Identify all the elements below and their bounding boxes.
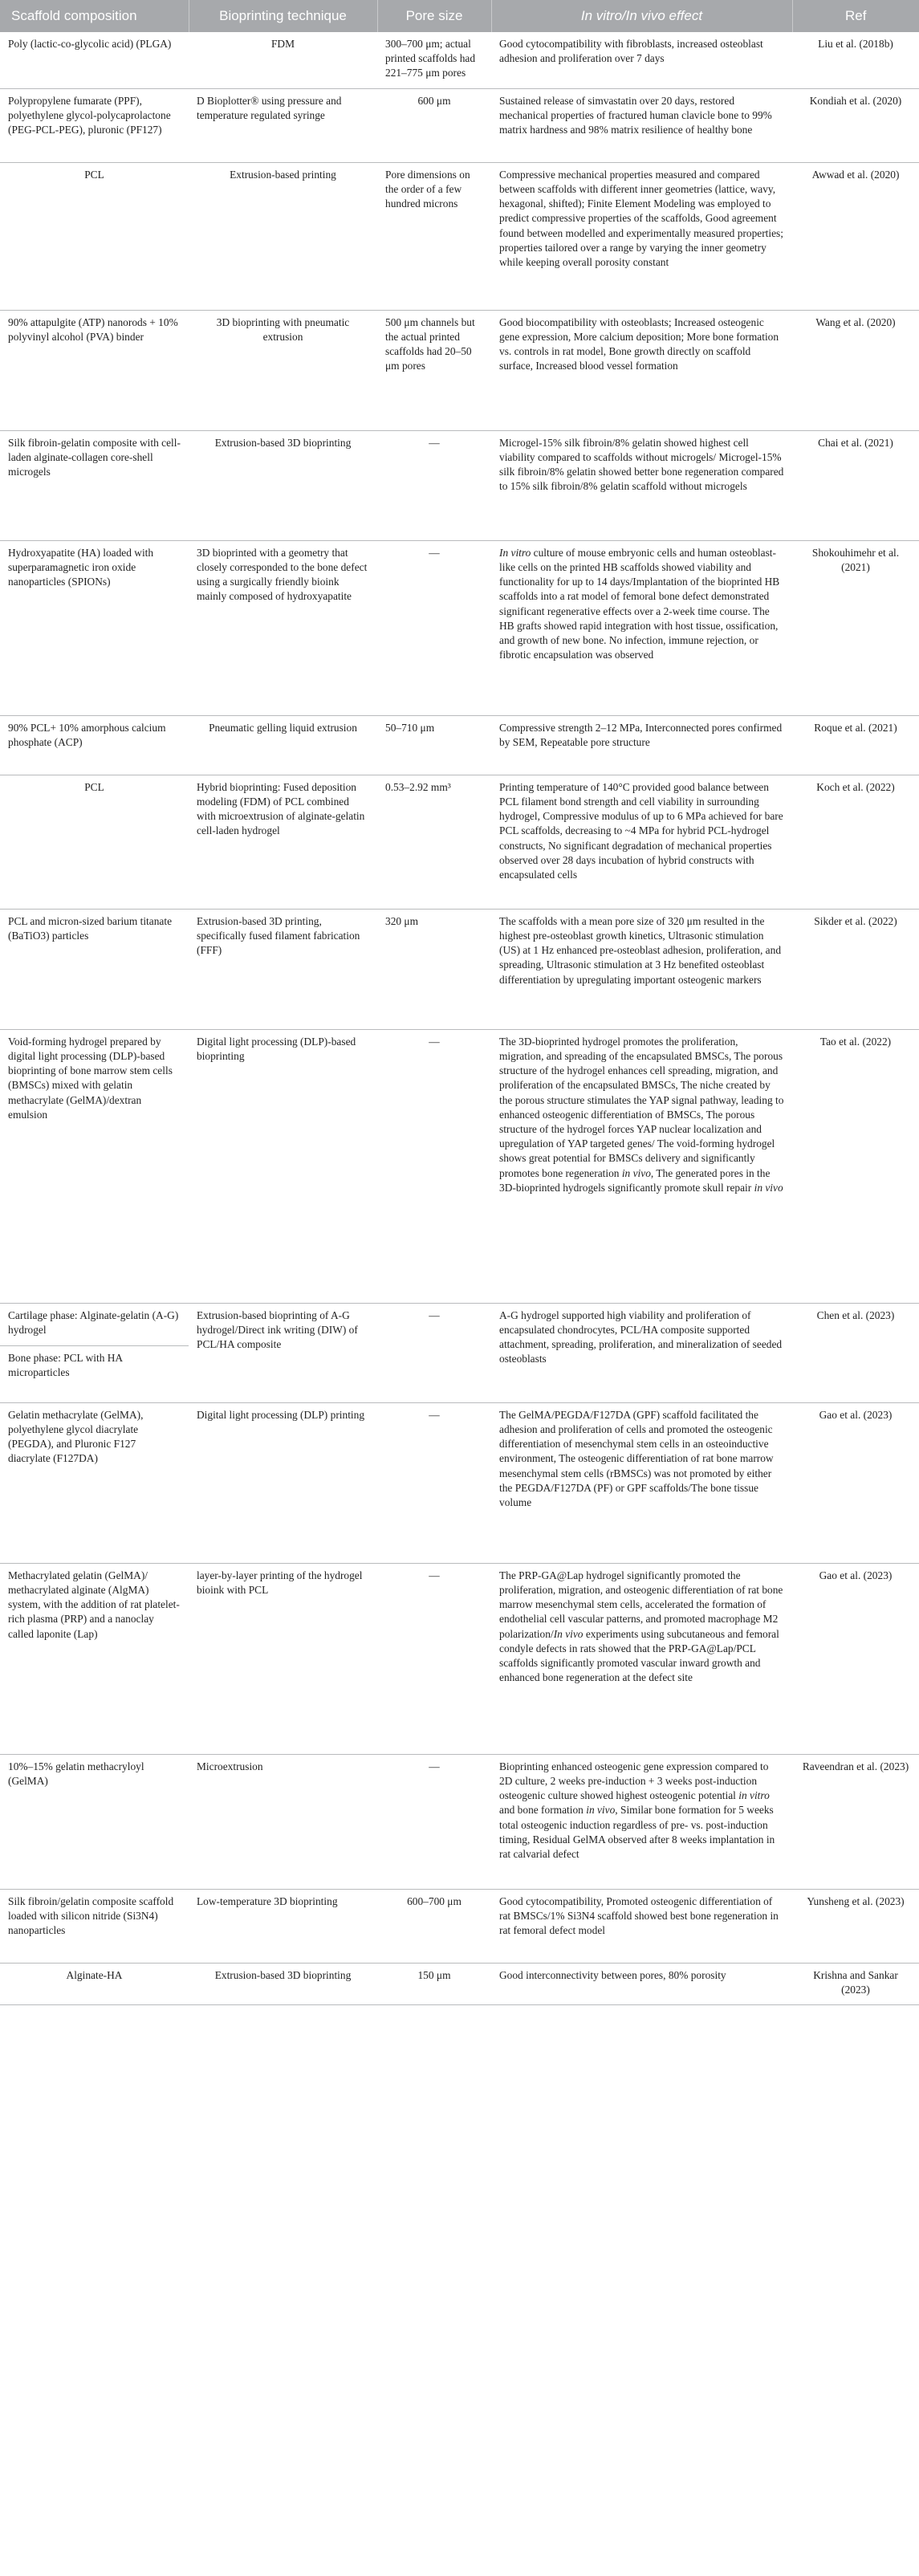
cell-technique: Microextrusion [189,1754,377,1889]
cell-pore: — [377,1303,491,1402]
cell-technique: Digital light processing (DLP)-based bioprinting [189,1029,377,1303]
table-row [0,310,919,430]
cell-effect: The PRP-GA@Lap hydrogel significantly promoted the proliferation, migration, and osteogenic differentiation of rat bone marrow mesenchymal stem cells, accelerated the formation of endothelial cell vascular patterns, and promoted macrophage M2 polarization/In vivo experiments using subcutaneous and femoral condyle defects in rats showed that the PRP-GA@Lap/PCL scaffolds significantly promoted vascular inward growth and enhanced bone regeneration at the defect site [491,1563,792,1754]
cell-effect: Sustained release of simvastatin over 20 days, restored mechanical properties of fractured human clavicle bone to 99% matrix hardness and 98% matrix resilience of healthy bone [491,88,792,162]
cell-effect: Printing temperature of 140°C provided good balance between PCL filament bond strength and cell viability in surrounding hydrogel, Compressive modulus of up to 6 MPa achieved for bare PCL scaffolds, decreasing to ~4 MPa for hybrid PCL-hydrogel constructs, No significant degradation of mechanical properties observed over 28 days incubation of hybrid constructs with encapsulated cells [491,775,792,909]
cell-technique: Pneumatic gelling liquid extrusion [189,715,377,775]
cell-effect: Good cytocompatibility, Promoted osteogenic differentiation of rat BMSCs/1% Si3N4 scaffold showed best bone regeneration in rat femoral defect model [491,1889,792,1963]
header-composition: Scaffold composition [0,0,189,32]
cell-composition: Polypropylene fumarate (PPF), polyethylene glycol-polycaprolactone (PEG-PCL-PEG), pluronic (PF127) [0,88,189,162]
cell-pore: — [377,1029,491,1303]
cell-composition: Gelatin methacrylate (GelMA), polyethylene glycol diacrylate (PEGDA), and Pluronic F127 diacrylate (F127DA) [0,1402,189,1563]
cell-composition: Alginate-HA [0,1963,189,2004]
cell-technique: FDM [189,32,377,88]
cell-effect: The GelMA/PEGDA/F127DA (GPF) scaffold facilitated the adhesion and proliferation of cells and promoted the osteogenic differentiation of mesenchymal stem cells in an osteoinductive environment, The osteogenic differentiation of rat bone marrow mesenchymal stem cells (rBMSCs) was not promoted by either the PEGDA/F127DA (PF) or GPF scaffolds/The bone tissue volume [491,1402,792,1563]
cell-ref: Gao et al. (2023) [792,1563,919,1754]
table-row [0,1029,919,1303]
cell-composition: PCL [0,162,189,310]
cell-effect: Good biocompatibility with osteoblasts; Increased osteogenic gene expression, More calcium deposition; More bone formation vs. controls in rat model, Bone growth directly on scaffold surface, Increased blood vessel formation [491,310,792,430]
cell-composition: Void-forming hydrogel prepared by digital light processing (DLP)-based bioprinting of bone marrow stem cells (BMSCs) mixed with gelatin methacrylate (GelMA)/dextran emulsion [0,1029,189,1303]
cell-composition: PCL and micron-sized barium titanate (BaTiO3) particles [0,909,189,1029]
cell-pore: 300–700 μm; actual printed scaffolds had 221–775 μm pores [377,32,491,88]
cell-technique: Extrusion-based 3D bioprinting [189,1963,377,2004]
table-row [0,1563,919,1754]
cell-composition: Poly (lactic-co-glycolic acid) (PLGA) [0,32,189,88]
table-row [0,162,919,310]
table-row [0,430,919,540]
header-effect: In vitro/In vivo effect [491,0,792,32]
cell-pore: 150 μm [377,1963,491,2004]
cell-effect: Microgel-15% silk fibroin/8% gelatin showed highest cell viability compared to scaffolds without microgels/ Microgel-15% silk fibroin/8% gelatin showed better bone regeneration compared to 15% silk fibroin/8% gelatin scaffold without microgels [491,430,792,540]
cell-effect: Compressive strength 2–12 MPa, Interconnected pores confirmed by SEM, Repeatable pore structure [491,715,792,775]
cell-ref: Shokouhimehr et al. (2021) [792,540,919,715]
table-row [0,1754,919,1889]
cell-effect: Bioprinting enhanced osteogenic gene expression compared to 2D culture, 2 weeks pre-induction + 3 weeks post-induction osteogenic culture showed highest osteogenic potential in vitro and bone formation in vivo, Similar bone formation for 5 weeks total osteogenic induction regardless of pre- vs. post-induction timing, Residual GelMA observed after 8 weeks implantation in rat calvarial defect [491,1754,792,1889]
cell-composition: Hydroxyapatite (HA) loaded with superparamagnetic iron oxide nanoparticles (SPIONs) [0,540,189,715]
cell-technique: Extrusion-based bioprinting of A-G hydrogel/Direct ink writing (DIW) of PCL/HA composite [189,1303,377,1402]
cell-effect: Good interconnectivity between pores, 80% porosity [491,1963,792,2004]
cell-ref: Chai et al. (2021) [792,430,919,540]
cell-technique: layer-by-layer printing of the hydrogel bioink with PCL [189,1563,377,1754]
table-row [0,909,919,1029]
cell-technique: 3D bioprinted with a geometry that closely corresponded to the bone defect using a surgically friendly bioink mainly composed of hydroxyapatite [189,540,377,715]
cell-ref: Awwad et al. (2020) [792,162,919,310]
cell-ref: Wang et al. (2020) [792,310,919,430]
cell-ref: Yunsheng et al. (2023) [792,1889,919,1963]
header-ref: Ref [792,0,919,32]
cell-composition: Silk fibroin-gelatin composite with cell-laden alginate-collagen core-shell microgels [0,430,189,540]
cell-technique: Hybrid bioprinting: Fused deposition modeling (FDM) of PCL combined with microextrusion of alginate-gelatin cell-laden hydrogel [189,775,377,909]
cell-ref: Tao et al. (2022) [792,1029,919,1303]
cell-ref: Roque et al. (2021) [792,715,919,775]
cell-composition [0,1303,189,1402]
cell-technique: Digital light processing (DLP) printing [189,1402,377,1563]
cell-effect: In vitro culture of mouse embryonic cells and human osteoblast-like cells on the printed HB scaffolds showed viability and functionality for up to 14 days/Implantation of the bioprinted HB scaffolds into a rat model of femoral bone defect demonstrated significant regenerative effects over a 2-week time course. The HB grafts showed rapid integration with host tissue, ossification, and growth of new bone. No infection, immune rejection, or fibrotic encapsulation was observed [491,540,792,715]
cell-effect: Compressive mechanical properties measured and compared between scaffolds with different inner geometries (lattice, wavy, hexagonal, shifted); Finite Element Modeling was employed to predict compressive properties of the scaffolds, Good agreement found between modelled and experimentally measured properties; properties tailored over a range by varying the inner geometry while keeping overall porosity constant [491,162,792,310]
cell-ref: Sikder et al. (2022) [792,909,919,1029]
cell-pore: 0.53–2.92 mm³ [377,775,491,909]
table-row [0,775,919,909]
cell-ref: Koch et al. (2022) [792,775,919,909]
cell-composition: 90% PCL+ 10% amorphous calcium phosphate (ACP) [0,715,189,775]
cell-effect: The scaffolds with a mean pore size of 320 μm resulted in the highest pre-osteoblast growth kinetics, Ultrasonic stimulation (US) at 1 Hz enhanced pre-osteoblast adhesion, proliferation, and spreading, Ultrasonic stimulation at 3 Hz benefited osteoblast differentiation by upregulating important osteogenic markers [491,909,792,1029]
cell-pore: Pore dimensions on the order of a few hundred microns [377,162,491,310]
table-row [0,32,919,88]
cell-technique: Extrusion-based 3D bioprinting [189,430,377,540]
cell-technique: Extrusion-based printing [189,162,377,310]
cell-technique: 3D bioprinting with pneumatic extrusion [189,310,377,430]
cell-composition: Methacrylated gelatin (GelMA)/ methacrylated alginate (AlgMA) system, with the addition of rat platelet-rich plasma (PRP) and a nanoclay called laponite (Lap) [0,1563,189,1754]
cell-composition: PCL [0,775,189,909]
table-row [0,88,919,162]
table-row [0,1963,919,2004]
header-technique: Bioprinting technique [189,0,377,32]
header-pore-size: Pore size [377,0,491,32]
composition-bone-phase: Bone phase: PCL with HA microparticles [0,1345,189,1380]
cell-effect: The 3D-bioprinted hydrogel promotes the proliferation, migration, and spreading of the encapsulated BMSCs, The porous structure of the hydrogel enhances cell spreading, migration, and proliferation of the encapsulated BMSCs, The niche created by the porous structure stimulates the YAP signal pathway, leading to enhanced osteogenic differentiation of BMSCs, The porous structure of the hydrogel forces YAP nuclear localization and upregulation of YAP targeted genes/ The void-forming hydrogel shows great potential for BMSCs delivery and significantly promotes bone regeneration in vivo, The generated pores in the 3D-bioprinted hydrogels significantly promote skull repair in vivo [491,1029,792,1303]
cell-composition: 10%–15% gelatin methacryloyl (GelMA) [0,1754,189,1889]
cell-composition: Silk fibroin/gelatin composite scaffold loaded with silicon nitride (Si3N4) nanoparticles [0,1889,189,1963]
cell-technique: Extrusion-based 3D printing, specifically fused filament fabrication (FFF) [189,909,377,1029]
cell-effect: Good cytocompatibility with fibroblasts, increased osteoblast adhesion and proliferation over 7 days [491,32,792,88]
composition-cartilage-phase: Cartilage phase: Alginate-gelatin (A-G) hydrogel [8,1308,179,1336]
table-header-row [0,0,919,32]
cell-pore: — [377,1754,491,1889]
cell-technique: D Bioplotter® using pressure and temperature regulated syringe [189,88,377,162]
cell-pore: — [377,1563,491,1754]
cell-pore: — [377,1402,491,1563]
cell-pore: 600–700 μm [377,1889,491,1963]
cell-pore: 600 μm [377,88,491,162]
cell-ref: Liu et al. (2018b) [792,32,919,88]
cell-effect: A-G hydrogel supported high viability and proliferation of encapsulated chondrocytes, PCL/HA composite supported attachment, spreading, proliferation, and mineralization of seeded osteoblasts [491,1303,792,1402]
cell-pore: 500 μm channels but the actual printed scaffolds had 20–50 μm pores [377,310,491,430]
cell-ref: Gao et al. (2023) [792,1402,919,1563]
cell-pore: 50–710 μm [377,715,491,775]
cell-pore: — [377,430,491,540]
table-row [0,1889,919,1963]
table-row [0,715,919,775]
table-row [0,1402,919,1563]
cell-pore: — [377,540,491,715]
cell-pore: 320 μm [377,909,491,1029]
table-row [0,1303,919,1402]
cell-ref: Chen et al. (2023) [792,1303,919,1402]
cell-ref: Krishna and Sankar (2023) [792,1963,919,2004]
cell-ref: Kondiah et al. (2020) [792,88,919,162]
cell-ref: Raveendran et al. (2023) [792,1754,919,1889]
table-row [0,540,919,715]
cell-technique: Low-temperature 3D bioprinting [189,1889,377,1963]
cell-composition: 90% attapulgite (ATP) nanorods + 10% polyvinyl alcohol (PVA) binder [0,310,189,430]
